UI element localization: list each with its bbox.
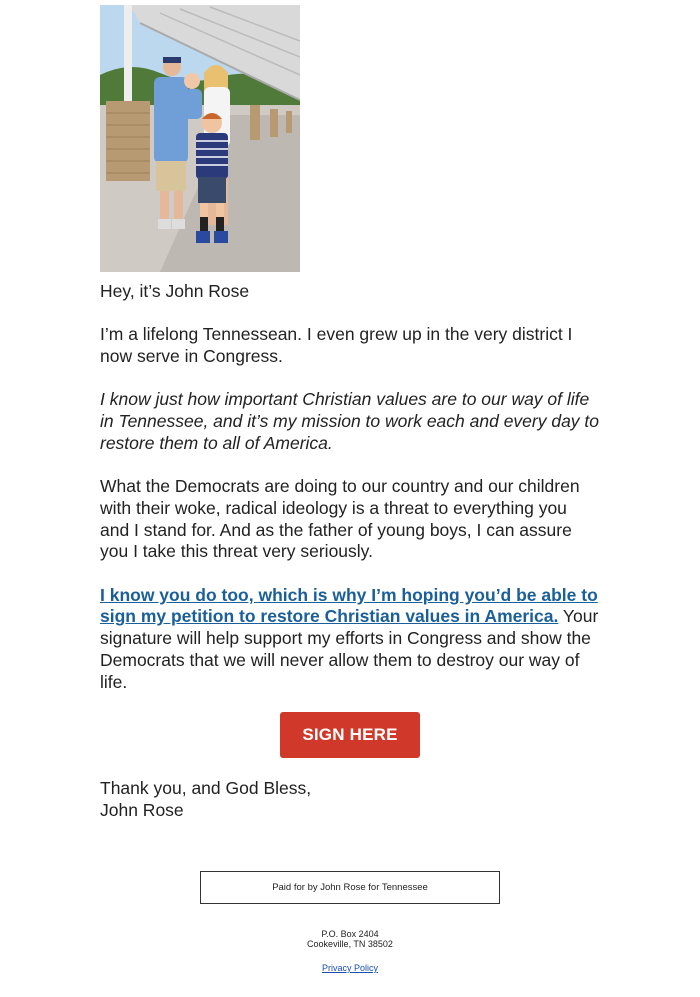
intro-paragraph: I’m a lifelong Tennessean. I even grew up in the very district I now serve in Congress.	[100, 324, 573, 367]
family-photo-image	[100, 5, 300, 272]
signoff-name: John Rose	[100, 800, 184, 820]
sign-button-container	[0, 712, 700, 758]
sign-here-button[interactable]: SIGN HERE	[280, 712, 420, 758]
signoff-line: Thank you, and God Bless,	[100, 778, 312, 798]
petition-paragraph-rest: Your signature will help support my efforts in Congress and show the Democrats that we will never allow them to destroy our way of life.	[100, 606, 599, 692]
petition-link[interactable]: I know you do too, which is why I’m hoping you’d be able to sign my petition to restore Christian values in America.	[100, 584, 598, 627]
paid-for-disclaimer: Paid for by John Rose for Tennessee	[200, 871, 500, 904]
address-line-1: P.O. Box 2404	[321, 929, 379, 939]
threat-paragraph: What the Democrats are doing to our country and our children with their woke, radical ideology is a threat to everything you and I stand for. And as the father of young boys, I can assure you I take this threat very seriously.	[100, 476, 580, 562]
privacy-footer	[0, 963, 700, 973]
family-photo	[100, 5, 300, 272]
signoff	[100, 777, 311, 821]
values-paragraph: I know just how important Christian values are to our way of life in Tennessee, and it’s my mission to work each and every day to restore them to all of America.	[100, 389, 600, 453]
greeting: Hey, it’s John Rose	[100, 281, 250, 301]
privacy-policy-link[interactable]: Privacy Policy	[321, 963, 378, 973]
address-line-2: Cookeville, TN 38502	[307, 939, 393, 949]
mailing-address	[0, 929, 700, 949]
email-body	[100, 281, 600, 715]
petition-paragraph	[100, 585, 600, 694]
